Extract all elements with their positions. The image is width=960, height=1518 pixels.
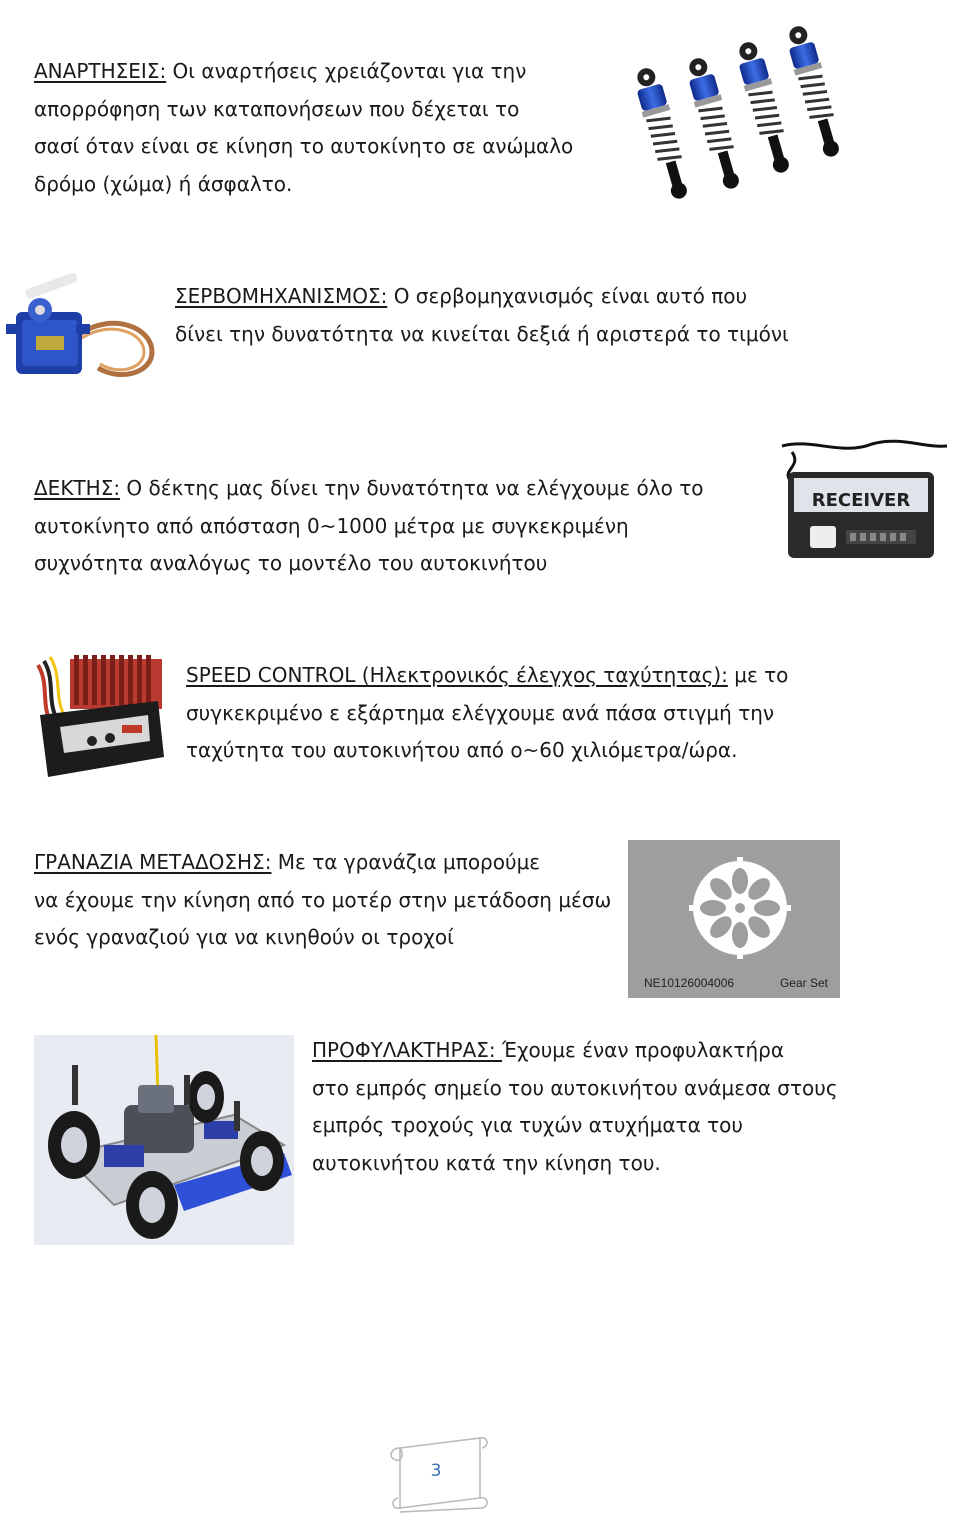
gears-text: Με τα γρανάζια μπορούμε να έχουμε την κίνηση από το μοτέρ στην μετάδοση μέσω ενός γραναζιού για να κινηθούν οι τροχοί xyxy=(34,850,612,949)
shock-3 xyxy=(732,39,796,176)
page-number: 3 xyxy=(430,1461,442,1481)
rc-car-wheel-rear-left xyxy=(48,1111,100,1179)
speed-control-paragraph xyxy=(186,657,926,770)
servo-paragraph xyxy=(175,278,875,353)
receiver-term: ΔΕΚΤΗΣ: xyxy=(34,476,121,500)
speed-control-text: με το συγκεκριμένο ε εξάρτημα ελέγχουμε ανά πάσα στιγμή την ταχύτητα του αυτοκινήτου από ο~60 χιλιόμετρα/ώρα. xyxy=(186,663,789,762)
rc-car-wheel-front-right xyxy=(240,1131,284,1191)
page-number-scroll xyxy=(384,1434,488,1514)
shock-2 xyxy=(682,55,746,192)
bumper-text: Έχουμε έναν προφυλακτήρα στο εμπρός σημείο του αυτοκινήτου ανάμεσα στους εμπρός τροχούς για τυχών ατυχήματα του αυτοκινήτου κατά την κίνηση του. xyxy=(312,1038,838,1175)
gear-set-label: Gear Set xyxy=(779,976,828,990)
receiver-label: RECEIVER xyxy=(811,490,911,511)
rc-car-wheel-front-left xyxy=(126,1171,178,1239)
gears-term: ΓΡΑΝΑΖΙΑ ΜΕΤΑΔΟΣΗΣ: xyxy=(34,850,272,874)
receiver-image xyxy=(772,436,954,568)
gear-code-label: NE10126004006 xyxy=(644,976,735,990)
suspension-line-2: απορρόφηση των καταπονήσεων που δέχεται το xyxy=(34,96,520,121)
servo-line-2: δίνει την δυνατότητα να κινείται δεξιά ή αριστερά το τιμόνι xyxy=(175,321,789,346)
shock-4 xyxy=(782,23,846,160)
gear-set-image xyxy=(628,840,840,998)
suspension-paragraph xyxy=(34,53,594,203)
bumper-term: ΠΡΟΦΥΛΑΚΤΗΡΑΣ: xyxy=(312,1038,503,1062)
speed-control-image xyxy=(30,645,170,785)
shock-1 xyxy=(630,65,694,202)
gears-paragraph xyxy=(34,844,624,957)
servo-image xyxy=(2,272,162,394)
suspension-line-3: σασί όταν είναι σε κίνηση το αυτοκίνητο σε ανώμαλο xyxy=(34,134,574,158)
suspension-term: ΑΝΑΡΤΗΣΕΙΣ: xyxy=(34,59,167,83)
rc-car-image xyxy=(34,1035,294,1245)
rc-car-wheel-rear-right xyxy=(188,1071,224,1123)
shock-absorbers-image xyxy=(620,5,860,220)
suspension-line-4: δρόμο (χώμα) ή άσφαλτο. xyxy=(34,171,293,196)
bumper-paragraph xyxy=(312,1032,932,1182)
suspension-line-1: Οι αναρτήσεις χρειάζονται για την xyxy=(166,59,527,83)
speed-control-term: SPEED CONTROL (Ηλεκτρονικός έλεγχος ταχύτητας): xyxy=(186,663,728,687)
servo-term: ΣΕΡΒΟΜΗΧΑΝΙΣΜΟΣ: xyxy=(175,284,388,308)
receiver-text: Ο δέκτης μας δίνει την δυνατότητα να ελέγχουμε όλο το αυτοκίνητο από απόσταση 0~1000 μέτρα με συγκεκριμένη συχνότητα αναλόγως το μοντέλο του αυτοκινήτου xyxy=(34,476,704,575)
receiver-paragraph xyxy=(34,470,764,583)
servo-line-1: Ο σερβομηχανισμός είναι αυτό που xyxy=(387,284,748,308)
